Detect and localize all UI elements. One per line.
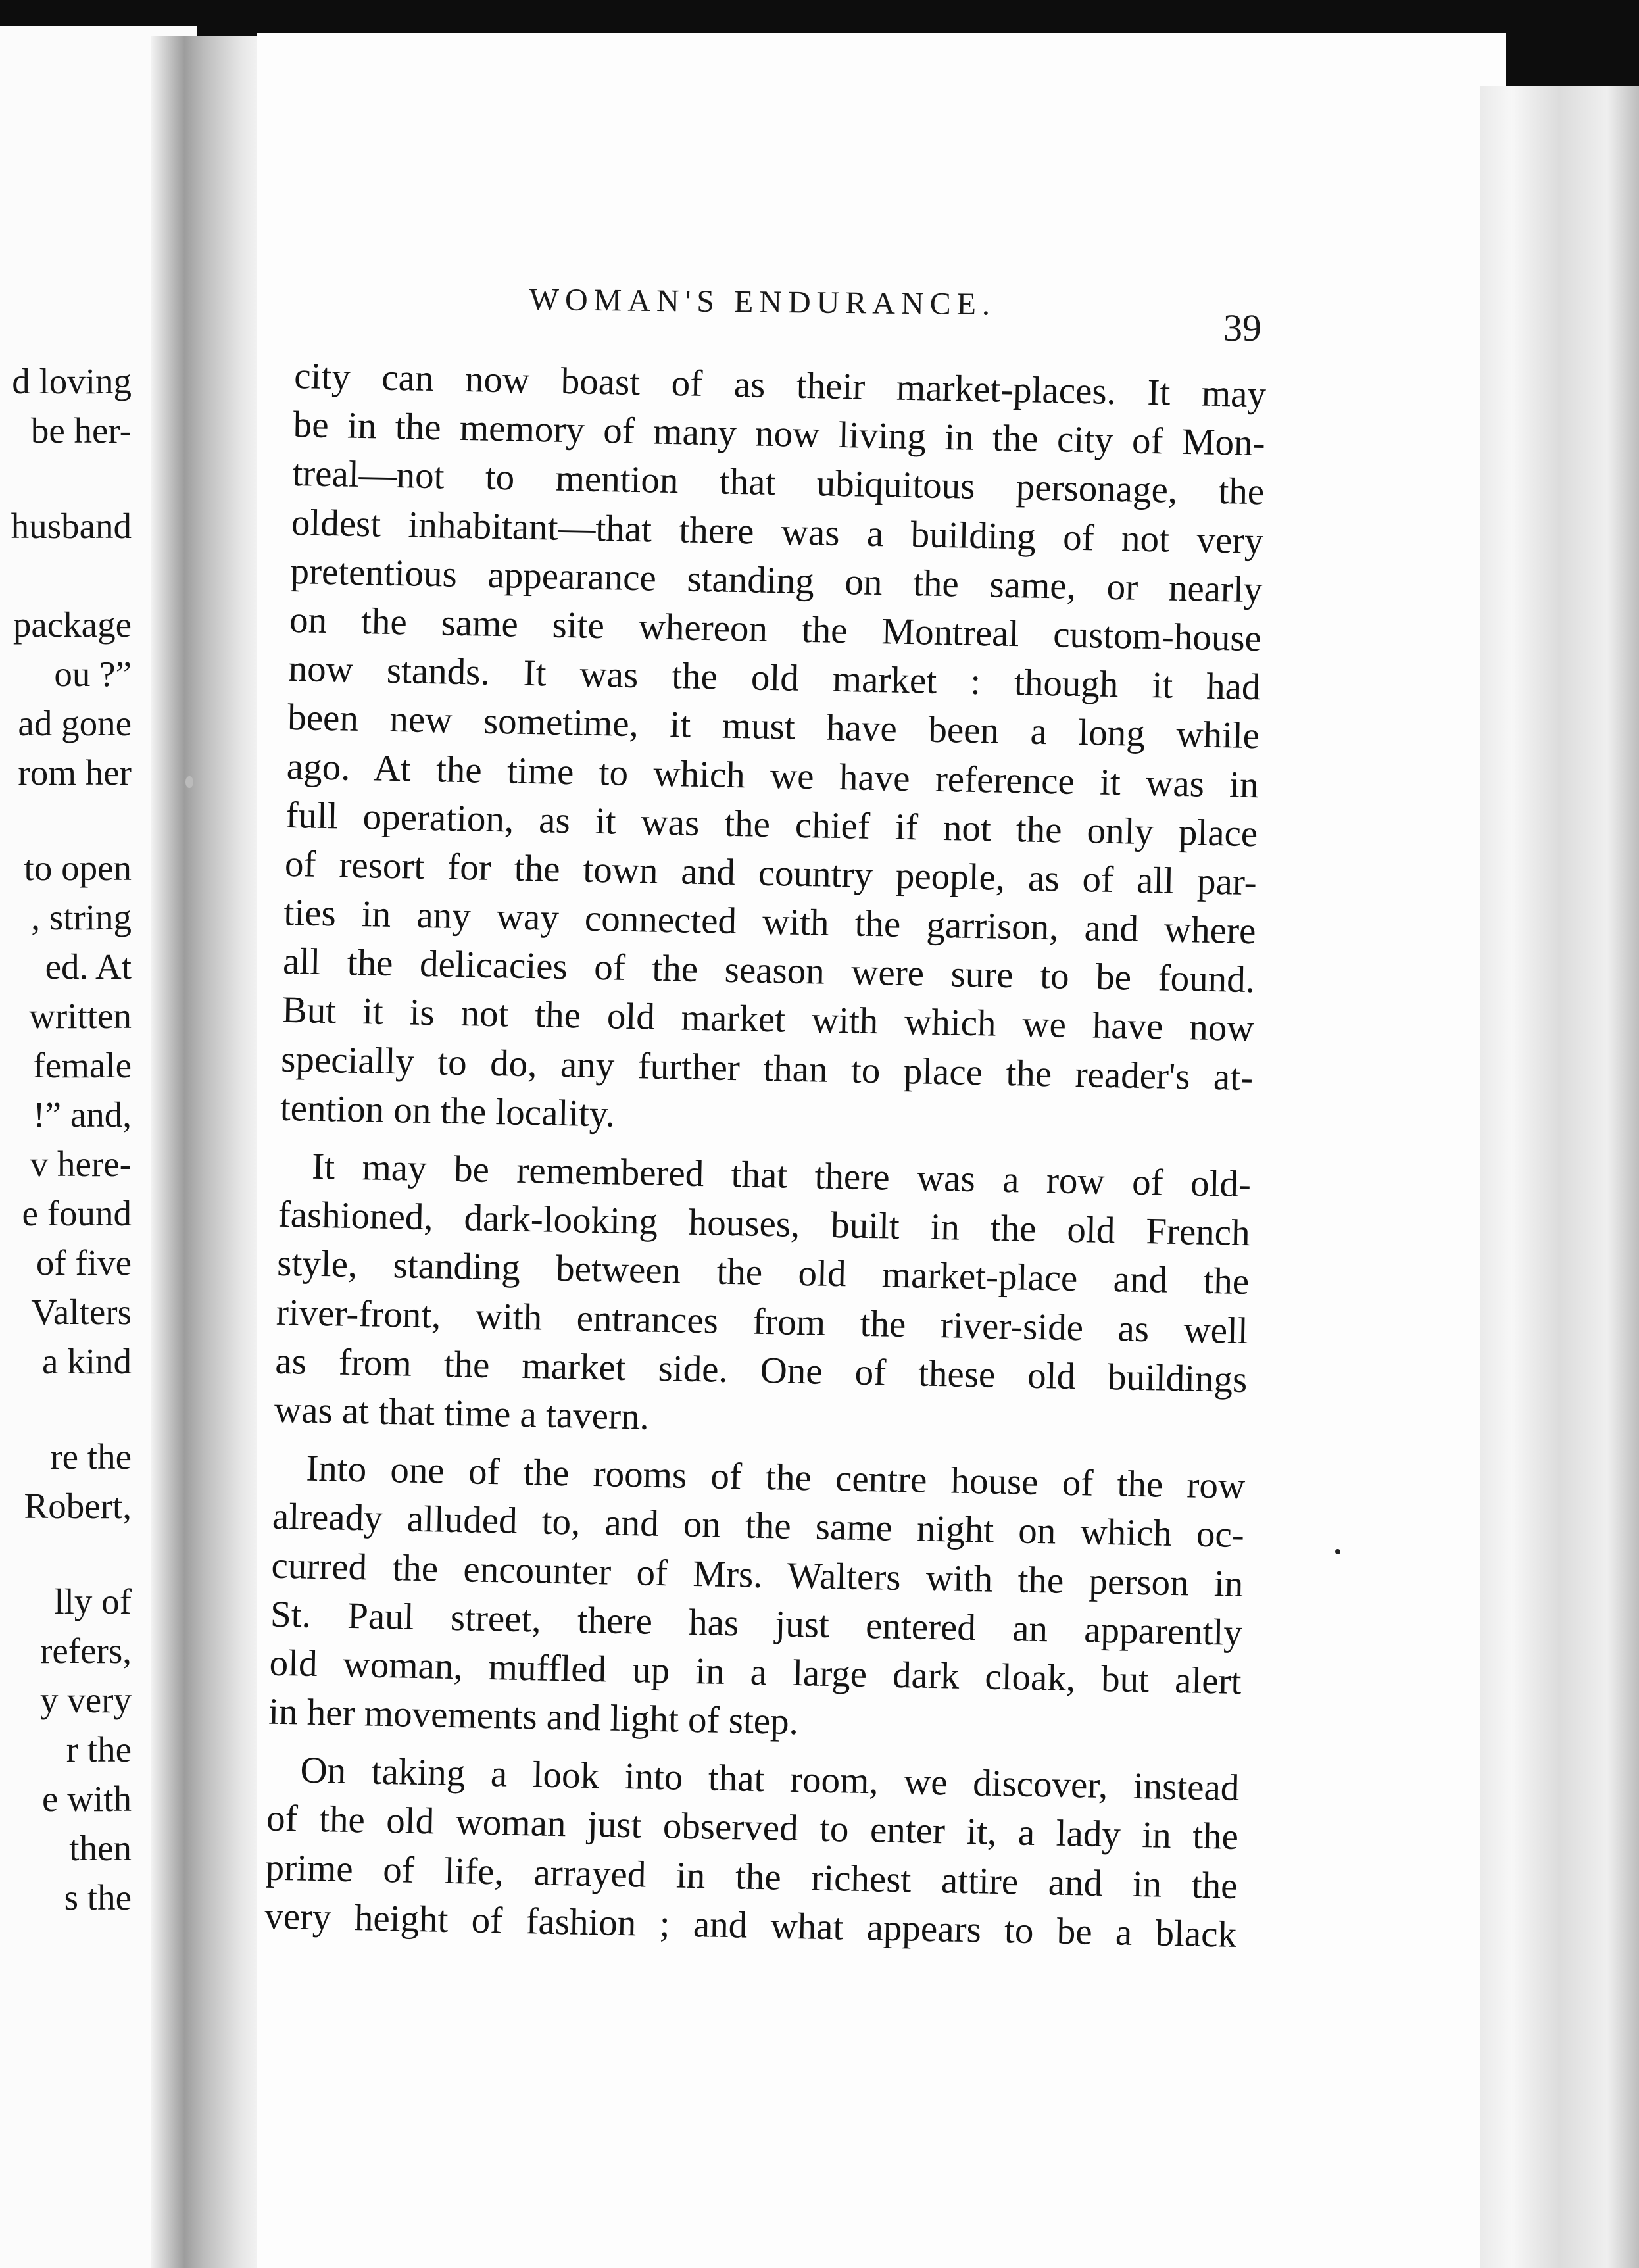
text-line: been new sometime, it must have been a long while <box>287 697 1260 757</box>
running-head: WOMAN'S ENDURANCE. <box>529 282 996 322</box>
text-line: already alluded to, and on the same night on which oc- <box>272 1495 1245 1556</box>
left-page-line: d loving <box>12 361 132 401</box>
left-page-line: !” and, <box>33 1095 132 1135</box>
text-line: as from the market side. One of these old buildings <box>274 1340 1248 1400</box>
left-page-line: be her- <box>30 410 132 451</box>
left-page-line: package <box>12 604 132 645</box>
left-page-line: v here- <box>30 1144 132 1184</box>
text-line: Into one of the rooms of the centre house of the row <box>305 1447 1246 1508</box>
text-line: ties in any way connected with the garrison, and where <box>283 891 1256 952</box>
paragraph <box>268 1444 1246 1755</box>
body-text <box>264 352 1267 1960</box>
left-page-line: e with <box>42 1779 132 1819</box>
text-line: now stands. It was the old market : though it had <box>288 648 1261 708</box>
text-line: tention on the locality. <box>280 1087 616 1135</box>
text-line: prime of life, arrayed in the richest attire and in the <box>265 1846 1238 1907</box>
left-page-line: Valters <box>31 1292 132 1332</box>
text-line: treal—not to mention that ubiquitous personage, the <box>291 453 1265 513</box>
paragraph <box>274 1142 1251 1453</box>
text-line: full operation, as it was the chief if not the only place <box>285 794 1258 854</box>
left-page-line: written <box>29 996 132 1036</box>
left-page-line: , string <box>31 897 132 937</box>
dust-speck <box>1335 1549 1340 1554</box>
page-stack-edge <box>1480 86 1639 2268</box>
text-line: On taking a look into that room, we discover, instead <box>300 1749 1240 1810</box>
text-line: of the old woman just observed to enter it, a lady in the <box>266 1798 1239 1858</box>
paragraph <box>280 352 1267 1151</box>
left-page-line: Robert, <box>24 1486 132 1526</box>
text-line: very height of fashion ; and what appears to be a black <box>264 1895 1237 1956</box>
text-line: city can now boast of as their market-places. It may <box>293 355 1267 416</box>
left-page-line: female <box>33 1045 132 1085</box>
left-page-line: to open <box>24 848 132 888</box>
left-page-line: of five <box>36 1243 132 1283</box>
left-page-line: rom her <box>18 752 132 793</box>
text-line: But it is not the old market with which we have now <box>281 989 1255 1050</box>
text-line: old woman, muffled up in a large dark cloak, but alert <box>269 1642 1242 1702</box>
left-page-line: a kind <box>42 1341 132 1381</box>
text-line: in her movements and light of step. <box>268 1690 799 1743</box>
text-line: ago. At the time to which we have reference it was in <box>286 745 1260 806</box>
text-line: specially to do, any further than to place the reader's at- <box>280 1038 1254 1098</box>
text-line: be in the memory of many now living in the city of Mon- <box>293 404 1266 464</box>
page-number: 39 <box>1223 307 1261 349</box>
left-page-line: ed. At <box>45 947 132 987</box>
text-line: all the delicacies of the season were sure to be found. <box>282 941 1256 1001</box>
text-line: It may be remembered that there was a row of old- <box>311 1145 1252 1206</box>
left-page-line: r the <box>66 1729 132 1769</box>
paragraph <box>264 1746 1240 1960</box>
left-page-line: e found <box>22 1193 132 1233</box>
text-line: fashioned, dark-looking houses, built in the old French <box>278 1193 1251 1254</box>
left-page-line: y very <box>40 1680 132 1720</box>
left-page-line: ou ?” <box>54 654 132 694</box>
text-line: pretentious appearance standing on the same, or nearly <box>289 550 1263 611</box>
left-page-line: s the <box>64 1877 132 1917</box>
text-line: river-front, with entrances from the river-side as well <box>276 1291 1249 1352</box>
text-line: curred the encounter of Mrs. Walters with the person in <box>270 1544 1244 1605</box>
left-page-line: then <box>69 1828 132 1868</box>
left-page-line: lly of <box>54 1581 132 1621</box>
left-page-line: ad gone <box>18 703 132 743</box>
book-gutter-shadow <box>151 36 270 2268</box>
text-line: of resort for the town and country people, as of all par- <box>284 843 1258 904</box>
left-page-line: refers, <box>40 1631 132 1671</box>
text-line: was at that time a tavern. <box>274 1389 650 1438</box>
text-line: style, standing between the old market-place and the <box>276 1243 1250 1303</box>
dust-speck <box>185 776 193 788</box>
left-page-line: husband <box>11 506 132 546</box>
text-line: on the same site whereon the Montreal custom-house <box>289 599 1262 660</box>
text-line: oldest inhabitant—that there was a building of not very <box>291 501 1264 562</box>
left-page-line: re the <box>50 1437 132 1477</box>
text-line: St. Paul street, there has just entered an apparently <box>270 1593 1243 1654</box>
